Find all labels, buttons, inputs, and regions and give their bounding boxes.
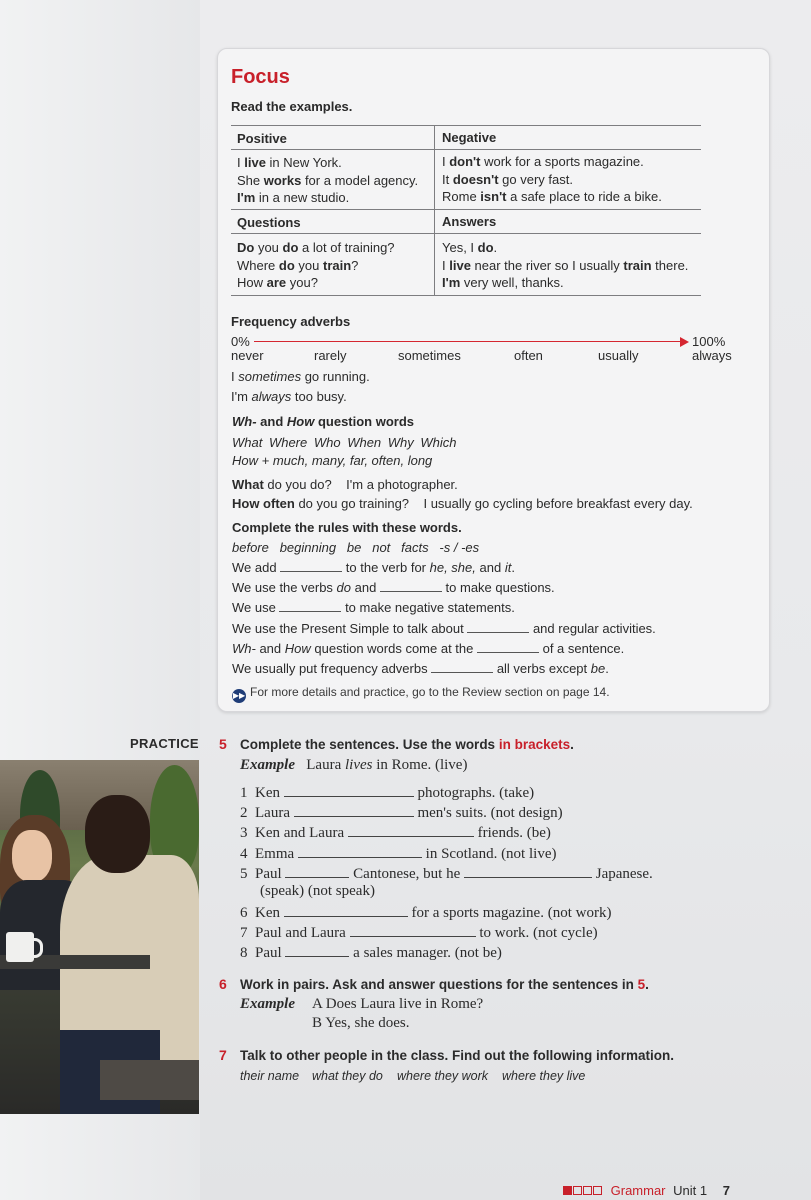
questions-header: Questions: [237, 215, 301, 230]
rule-blank[interactable]: [280, 560, 342, 572]
footer-unit: Unit 1: [673, 1183, 708, 1198]
focus-box: [217, 48, 770, 712]
hundred-percent: 100%: [692, 334, 726, 349]
how-words: How + much, many, far, often, long: [232, 453, 433, 468]
exercise-6-instruction: Work in pairs. Ask and answer questions for the sentences in 5.: [240, 977, 649, 992]
positive-examples: [237, 154, 418, 207]
photo-bench: [100, 1060, 199, 1100]
exercise-7-number: 7: [219, 1047, 227, 1063]
question-examples: [237, 239, 395, 292]
rule-line: We use the Present Simple to talk about and regular activities.: [232, 621, 656, 636]
cup-icon: [6, 932, 34, 962]
exercise-5-item: 5 Paul Cantonese, but he Japanese.: [240, 866, 653, 882]
answer-blank[interactable]: [285, 865, 349, 878]
grammar-table: [231, 125, 701, 296]
exercise-6-example-label: Example: [240, 996, 295, 1012]
read-examples-heading: Read the examples.: [231, 99, 353, 114]
exercise-5-item: 2 Laura men's suits. (not design): [240, 805, 563, 821]
answer-blank[interactable]: [285, 944, 349, 957]
rule-line: We usually put frequency adverbs all verbs except be.: [232, 661, 609, 676]
page-number: 7: [722, 1183, 730, 1198]
wh-heading: Wh- and How question words: [232, 414, 415, 429]
frequency-example: I sometimes go running.: [231, 369, 370, 384]
answer-line: I'm very well, thanks.: [442, 275, 564, 290]
positive-line: She works for a model agency.: [237, 172, 419, 188]
negative-line: I don't work for a sports magazine.: [442, 154, 644, 169]
exercise-7-topic: what they do: [312, 1069, 383, 1083]
photo-two-people-cafe: [0, 760, 199, 1114]
exercise-5-item: 4 Emma in Scotland. (not live): [240, 846, 557, 862]
exercise-5-item: 1 Ken photographs. (take): [240, 785, 535, 801]
question-line: Where do you train?: [237, 257, 359, 273]
rules-word-box: before beginning be not facts -s / -es: [232, 540, 480, 555]
rule-blank[interactable]: [279, 600, 341, 612]
answer-blank[interactable]: [284, 904, 408, 917]
exercise-5-item: 7 Paul and Laura to work. (not cycle): [240, 925, 598, 941]
adverb-often: often: [514, 348, 543, 363]
focus-title: Focus: [231, 66, 290, 88]
answer-blank[interactable]: [348, 824, 474, 837]
rule-line: We use the verbs do and to make questions.: [232, 580, 555, 595]
table-divider: [434, 125, 435, 296]
negative-header: Negative: [442, 130, 497, 145]
negative-line: It doesn't go very fast.: [442, 171, 573, 187]
fast-forward-icon: ▶▶: [232, 689, 246, 703]
footer-section: Grammar: [610, 1183, 666, 1198]
exercise-6-example-b: B Yes, she does.: [312, 1015, 410, 1031]
frequency-heading: Frequency adverbs: [231, 314, 351, 329]
negative-examples: [442, 153, 662, 206]
positive-header: Positive: [237, 131, 287, 146]
adverb-never: never: [231, 348, 264, 363]
exercise-7-topic: where they work: [397, 1069, 489, 1083]
adverb-sometimes: sometimes: [398, 348, 461, 363]
answers-header: Answers: [442, 214, 497, 229]
rule-line: We add to the verb for he, she, and it.: [232, 560, 515, 575]
wh-words: What Where Who When Why Which: [232, 435, 457, 450]
exercise-6-example-a: A Does Laura live in Rome?: [312, 996, 484, 1012]
review-reference[interactable]: ▶▶ For more details and practice, go to the Review section on page 14.: [232, 685, 610, 703]
progress-square-icon: [593, 1186, 602, 1195]
progress-square-icon: [573, 1186, 582, 1195]
rule-blank[interactable]: [467, 621, 529, 633]
answer-line: I live near the river so I usually train there.: [442, 257, 689, 273]
exercise-5-number: 5: [219, 736, 227, 752]
table-rule: [231, 149, 701, 150]
exercise-7-topic: where they live: [502, 1069, 586, 1083]
page-footer: [563, 1183, 730, 1198]
answer-blank[interactable]: [350, 924, 476, 937]
photo-man-head: [85, 795, 150, 873]
table-rule: [231, 233, 701, 234]
adverb-rarely: rarely: [314, 348, 347, 363]
question-line: How are you?: [237, 275, 318, 290]
adverb-usually: usually: [598, 348, 639, 363]
table-rule: [231, 295, 701, 296]
exercise-5-example: Example Laura lives in Rome. (live): [240, 757, 468, 773]
table-rule: [231, 125, 701, 126]
rules-heading: Complete the rules with these words.: [232, 520, 462, 535]
rule-blank[interactable]: [380, 580, 442, 592]
positive-line: I'm in a new studio.: [237, 190, 350, 205]
wh-example: What do you do? I'm a photographer.: [232, 477, 458, 492]
frequency-example: I'm always too busy.: [231, 389, 347, 404]
rule-line: Wh- and How question words come at the of a sentence.: [232, 641, 625, 656]
rule-blank[interactable]: [477, 641, 539, 653]
answer-examples: [442, 239, 688, 292]
photo-woman-face: [12, 830, 52, 882]
table-rule: [231, 209, 701, 210]
exercise-5-item: 3 Ken and Laura friends. (be): [240, 825, 551, 841]
exercise-5-item: 8 Paul a sales manager. (not be): [240, 945, 502, 961]
rule-blank[interactable]: [431, 661, 493, 673]
positive-line: I live in New York.: [237, 155, 342, 170]
exercise-5-item-continued: (speak) (not speak): [260, 883, 375, 899]
exercise-5-item: 6 Ken for a sports magazine. (not work): [240, 905, 612, 921]
arrow-right-icon: [680, 337, 689, 347]
negative-line: Rome isn't a safe place to ride a bike.: [442, 189, 662, 204]
answer-blank[interactable]: [298, 845, 422, 858]
answer-blank[interactable]: [294, 804, 414, 817]
progress-square-icon: [583, 1186, 592, 1195]
practice-label: PRACTICE: [130, 736, 199, 751]
question-line: Do you do a lot of training?: [237, 240, 395, 255]
answer-line: Yes, I do.: [442, 240, 498, 255]
wh-example: How often do you go training? I usually go cycling before breakfast every day.: [232, 496, 693, 511]
answer-blank[interactable]: [464, 865, 592, 878]
exercise-5-instruction: Complete the sentences. Use the words in brackets.: [240, 737, 574, 752]
adverb-always: always: [692, 348, 732, 363]
rule-line: We use to make negative statements.: [232, 600, 515, 615]
progress-square-icon: [563, 1186, 572, 1195]
exercise-6-number: 6: [219, 976, 227, 992]
frequency-scale-line: [254, 341, 684, 342]
answer-blank[interactable]: [284, 784, 414, 797]
exercise-7-instruction: Talk to other people in the class. Find out the following information.: [240, 1048, 675, 1063]
zero-percent: 0%: [231, 334, 250, 349]
exercise-7-topic: their name: [240, 1069, 300, 1083]
